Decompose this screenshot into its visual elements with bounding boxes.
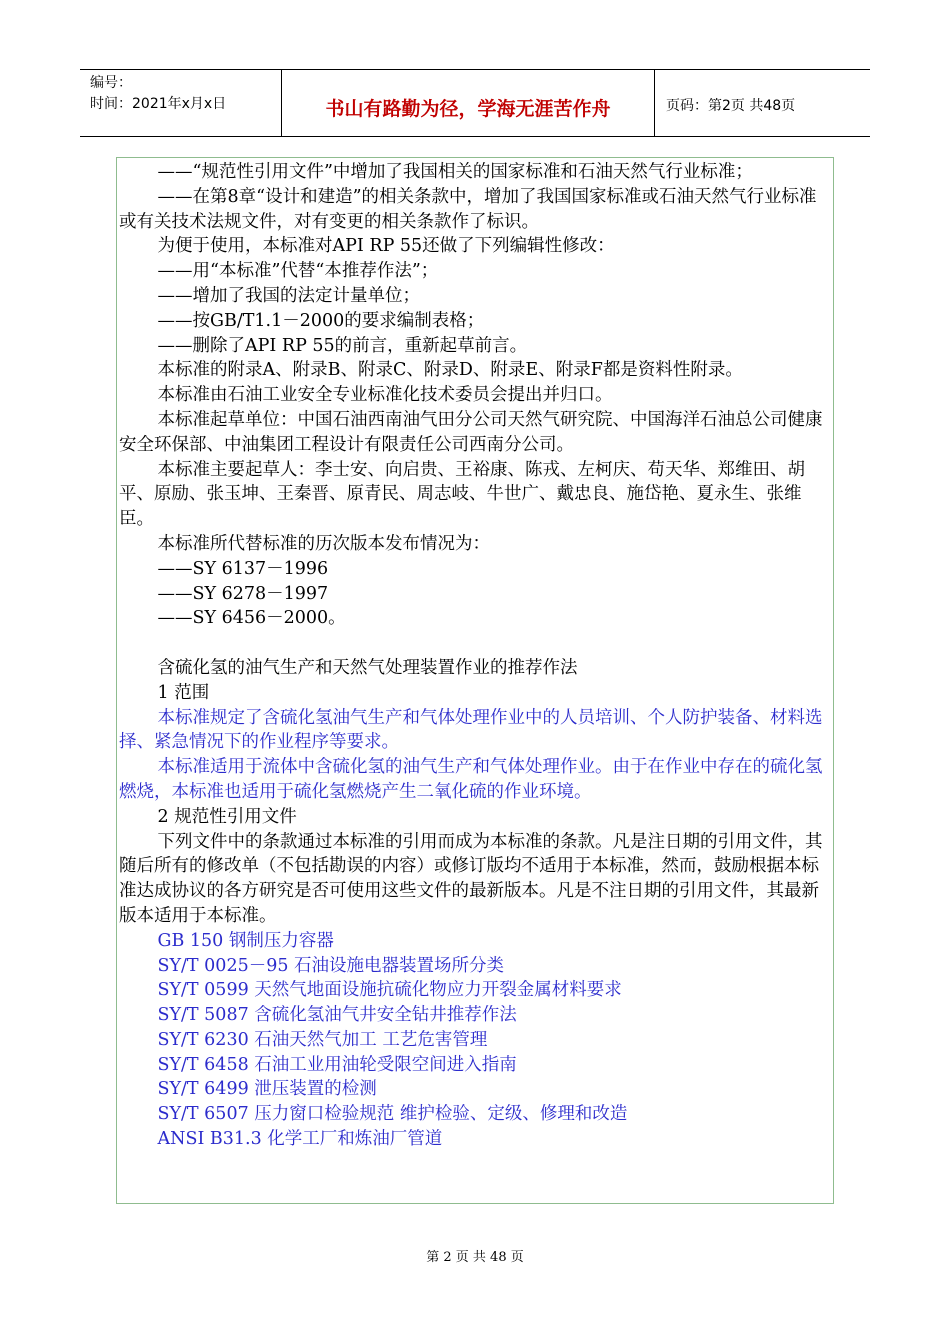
body-paragraph: 本标准主要起草人：李士安、向启贵、王裕康、陈戎、左柯庆、苟天华、郑维田、胡平、原励、张玉坤、王秦晋、原青民、周志岐、牛世广、戴忠良、施岱艳、夏永生、张维臣。 — [119, 459, 805, 530]
body-paragraph: 为便于使用，本标准对API RP 55还做了下列编辑性修改： — [157, 236, 615, 257]
body-paragraph: 2 规范性引用文件 — [157, 806, 297, 827]
page-footer: 第 2 页 共 48 页 — [426, 1250, 524, 1265]
header-meta — [80, 70, 282, 136]
body-paragraph: SY/T 6507 压力窗口检验规范 维护检验、定级、修理和改造 — [157, 1104, 628, 1125]
body-paragraph: ——“规范性引用文件”中增加了我国相关的国家标准和石油天然气行业标准； — [157, 162, 753, 182]
body-paragraph: 本标准起草单位：中国石油西南油气田分公司天然气研究院、中国海洋石油总公司健康安全环保部、中油集团工程设计有限责任公司西南分公司。 — [119, 409, 823, 455]
body-paragraph: SY/T 0599 天然气地面设施抗硫化物应力开裂金属材料要求 — [157, 980, 622, 1001]
body-paragraph: SY/T 6458 石油工业用油轮受限空间进入指南 — [157, 1054, 517, 1075]
body-paragraph: 本标准适用于流体中含硫化氢的油气生产和气体处理作业。由于在作业中存在的硫化氢燃烧，本标准也适用于硫化氢燃烧产生二氧化硫的作业环境。 — [119, 757, 823, 802]
header-motto: 书山有路勤为径，学海无涯苦作舟 — [282, 70, 655, 136]
body-paragraph: 本标准的附录A、附录B、附录C、附录D、附录E、附录F都是资料性附录。 — [157, 360, 743, 381]
blank-line — [119, 631, 831, 656]
document-body — [119, 160, 831, 1152]
body-paragraph: SY/T 5087 含硫化氢油气井安全钻井推荐作法 — [157, 1005, 517, 1026]
body-paragraph: ——SY 6278－1997 — [157, 583, 329, 604]
body-paragraph: ——用“本标准”代替“本推荐作法”； — [157, 261, 439, 282]
body-paragraph: 本标准所代替标准的历次版本发布情况为： — [157, 533, 490, 554]
body-paragraph: ——删除了API RP 55的前言，重新起草前言。 — [157, 335, 528, 356]
body-paragraph: 1 范围 — [157, 682, 210, 703]
document-number-label: 编号： — [90, 75, 132, 91]
body-paragraph: SY/T 6230 石油天然气加工 工艺危害管理 — [157, 1029, 488, 1050]
body-paragraph: 含硫化氢的油气生产和天然气处理装置作业的推荐作法 — [157, 657, 578, 678]
body-paragraph: SY/T 0025－95 石油设施电器装置场所分类 — [157, 955, 505, 976]
body-paragraph: ——增加了我国的法定计量单位； — [157, 285, 420, 306]
body-paragraph: ——在第8章“设计和建造”的相关条款中，增加了我国国家标准或石油天然气行业标准或有关技术法规文件，对有变更的相关条款作了标识。 — [119, 186, 817, 232]
body-paragraph: ——按GB/T1.1－2000的要求编制表格； — [157, 310, 485, 331]
body-paragraph: 本标准由石油工业安全专业标准化技术委员会提出并归口。 — [157, 385, 613, 406]
header-page-info: 页码：第2页 共48页 — [666, 98, 796, 114]
document-date-label: 时间：2021年x月x日 — [90, 96, 227, 112]
page-header — [80, 69, 870, 137]
body-paragraph: 本标准规定了含硫化氢油气生产和气体处理作业中的人员培训、个人防护装备、材料选择、紧急情况下的作业程序等要求。 — [119, 707, 823, 753]
body-paragraph: ANSI B31.3 化学工厂和炼油厂管道 — [157, 1129, 443, 1150]
body-paragraph: 下列文件中的条款通过本标准的引用而成为本标准的条款。凡是注日期的引用文件，其随后所有的修改单（不包括勘误的内容）或修订版均不适用于本标准，然而，鼓励根据本标准达成协议的各方研究是否可使用这些文件的最新版本。凡是不注日期的引用文件，其最新版本适用于本标准。 — [119, 831, 823, 926]
body-paragraph: GB 150 钢制压力容器 — [157, 930, 334, 951]
body-paragraph: SY/T 6499 泄压装置的检测 — [157, 1079, 377, 1100]
body-paragraph: ——SY 6137－1996 — [157, 558, 329, 579]
body-paragraph: ——SY 6456－2000。 — [157, 608, 346, 629]
